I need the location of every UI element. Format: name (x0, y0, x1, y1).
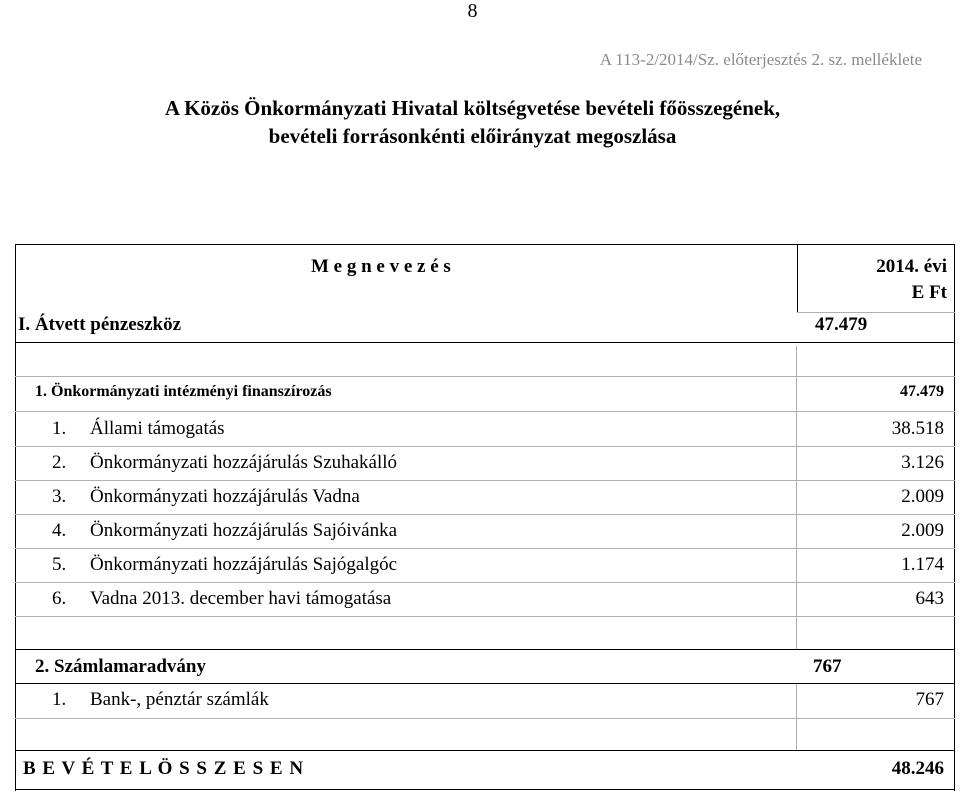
total-value: 48.246 (891, 758, 944, 779)
document-title-line-1: A Közös Önkormányzati Hivatal költségvetése bevételi főösszegének, (164, 96, 781, 120)
item-label: Önkormányzati hozzájárulás Szuhakálló (90, 452, 398, 473)
section-label: I. Átvett pénzeszköz (18, 314, 182, 335)
page-number: 8 (467, 0, 478, 22)
item-value: 2.009 (901, 486, 944, 507)
group-2-label: 2. Számlamaradvány (35, 656, 206, 677)
item-number: 6. (52, 588, 67, 609)
document-title-line-2: bevételi forrásonkénti előirányzat megoszlása (268, 124, 677, 148)
revenue-table (15, 0, 955, 791)
group-1-value: 47.479 (900, 383, 944, 400)
item-label: Önkormányzati hozzájárulás Sajóivánka (90, 520, 398, 541)
item-value: 643 (915, 588, 944, 609)
item-number: 2. (52, 452, 67, 473)
item-value: 767 (915, 689, 944, 710)
group-1-label: 1. Önkormányzati intézményi finanszírozás (35, 383, 332, 400)
item-number: 4. (52, 520, 67, 541)
item-label: Vadna 2013. december havi támogatása (90, 588, 392, 609)
header-year-column: 2014. évi (876, 256, 947, 277)
item-value: 3.126 (901, 452, 944, 473)
item-number: 1. (52, 689, 67, 710)
header-name-column: M e g n e v e z é s (311, 256, 451, 277)
item-label: Önkormányzati hozzájárulás Vadna (90, 486, 360, 507)
section-value: 47.479 (815, 314, 868, 335)
group-2-value: 767 (813, 656, 842, 677)
header-unit: E Ft (911, 282, 947, 303)
item-number: 3. (52, 486, 67, 507)
item-label: Bank-, pénztár számlák (90, 689, 269, 710)
item-value: 1.174 (901, 554, 944, 575)
item-label: Állami támogatás (90, 418, 225, 439)
item-number: 5. (52, 554, 67, 575)
item-value: 2.009 (901, 520, 944, 541)
item-number: 1. (52, 418, 67, 439)
annex-reference: A 113-2/2014/Sz. előterjesztés 2. sz. melléklete (599, 50, 922, 69)
total-label: B E V É T E L Ö S S Z E S E N (23, 758, 305, 779)
item-label: Önkormányzati hozzájárulás Sajógalgóc (90, 554, 398, 575)
item-value: 38.518 (891, 418, 944, 439)
